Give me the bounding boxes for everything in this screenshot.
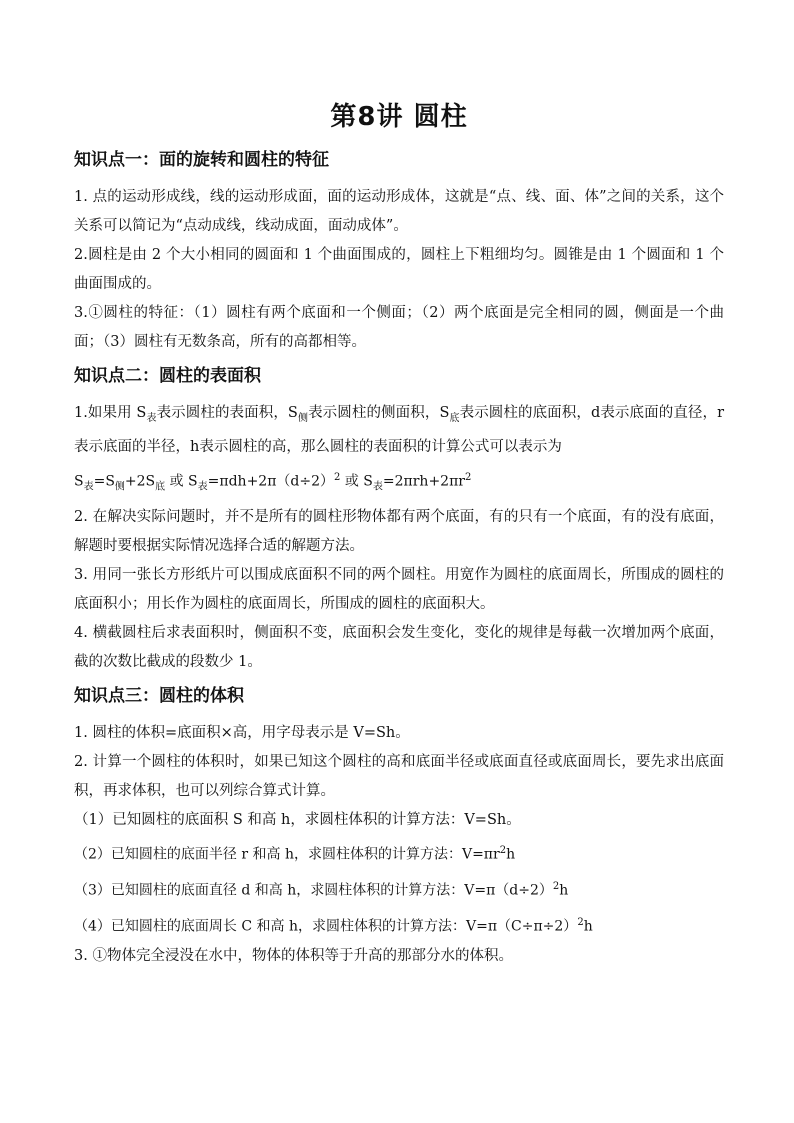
subscript: 侧 <box>114 481 125 493</box>
section-3 <box>74 683 724 971</box>
text: h <box>559 882 569 899</box>
text: （4）已知圆柱的底面周长 C 和高 h，求圆柱体积的计算方法：V=π（C÷π÷2） <box>74 918 578 935</box>
volume-method-3 <box>74 871 724 907</box>
section-3-paragraph-3: 3. ①物体完全浸没在水中，物体的体积等于升高的那部分水的体积。 <box>74 948 513 965</box>
superscript: 2 <box>552 881 560 892</box>
section-3-heading: 知识点三：圆柱的体积 <box>74 686 244 707</box>
text: S <box>74 473 84 490</box>
section-2-paragraph-3: 3. 用同一张长方形纸片可以围成底面积不同的两个圆柱。用宽作为圆柱的底面周长，所围成的圆柱的底面积小；用长作为圆柱的底面周长，所围成的圆柱的底面积大。 <box>74 567 724 613</box>
text: =S <box>93 473 115 490</box>
subscript: 表 <box>146 412 157 424</box>
text: =2πrh+2πr <box>382 473 465 490</box>
text: +2S <box>124 473 156 490</box>
section-1 <box>74 147 724 357</box>
text: 1.如果用 S <box>74 405 147 421</box>
subscript: 表 <box>83 481 94 493</box>
text: h <box>506 847 516 863</box>
text: （3）已知圆柱的底面直径 d 和高 h，求圆柱体积的计算方法：V=π（d÷2） <box>74 882 553 899</box>
subscript: 表 <box>197 481 208 493</box>
subscript: 底 <box>449 412 460 424</box>
section-2 <box>74 363 724 677</box>
text: 表示圆柱的侧面积，S <box>308 405 450 421</box>
section-1-heading: 知识点一：面的旋转和圆柱的特征 <box>74 150 329 170</box>
section-1-paragraph-2: 2.圆柱是由 2 个大小相同的圆面和 1 个曲面围成的，圆柱上下粗细均匀。圆锥是由 1 个圆面和 1 个曲面围成的。 <box>74 247 724 292</box>
subscript: 表 <box>372 481 383 493</box>
volume-method-4 <box>74 907 724 943</box>
text: 或 S <box>165 473 198 490</box>
text: =πdh+2π（d÷2） <box>207 473 335 490</box>
section-2-heading: 知识点二：圆柱的表面积 <box>74 366 261 386</box>
document-page <box>74 96 724 977</box>
text: 表示圆柱的底面积，d表示底面的直径，r表示底面的半径，h表示圆柱的高，那么圆柱的表面积的计算公式可以表示为 <box>74 405 725 455</box>
surface-area-formula <box>74 462 724 503</box>
section-2-paragraph-4: 4. 横截圆柱后求表面积时，侧面积不变，底面积会发生变化，变化的规律是每截一次增加两个底面，截的次数比截成的段数少 1。 <box>74 625 724 671</box>
section-3-paragraph-2: 2. 计算一个圆柱的体积时，如果已知这个圆柱的高和底面半径或底面直径或底面周长，要先求出底面积，再求体积，也可以列综合算式计算。 <box>74 754 724 800</box>
superscript: 2 <box>334 471 341 483</box>
subscript: 侧 <box>297 412 309 424</box>
volume-method-2 <box>74 835 724 871</box>
text: 表示圆柱的表面积，S <box>156 405 298 421</box>
superscript: 2 <box>464 471 472 483</box>
text: （2）已知圆柱的底面半径 r 和高 h，求圆柱体积的计算方法：V=πr <box>74 847 500 863</box>
superscript: 2 <box>499 845 507 857</box>
text: 或 S <box>340 473 373 490</box>
superscript: 2 <box>577 916 584 928</box>
text: h <box>583 918 593 935</box>
section-1-paragraph-3: 3.①圆柱的特征：（1）圆柱有两个底面和一个侧面；（2）两个底面是完全相同的圆，侧面是一个曲面；（3）圆柱有无数条高，所有的高都相等。 <box>74 305 724 350</box>
section-1-paragraph-1: 1. 点的运动形成线，线的运动形成面，面的运动形成体，这就是“点、线、面、体”之间的关系，这个关系可以简记为“点动成线，线动成面，面动成体”。 <box>74 189 724 234</box>
page-title: 第8讲 圆柱 <box>330 102 468 132</box>
section-3-paragraph-1: 1. 圆柱的体积=底面积×高，用字母表示是 V=Sh。 <box>74 725 410 742</box>
subscript: 底 <box>155 481 166 493</box>
section-2-paragraph-1 <box>74 399 724 462</box>
volume-method-1: （1）已知圆柱的底面积 S 和高 h，求圆柱体积的计算方法：V=Sh。 <box>74 812 521 829</box>
section-2-paragraph-2: 2. 在解决实际问题时，并不是所有的圆柱形物体都有两个底面，有的只有一个底面，有的没有底面，解题时要根据实际情况选择合适的解题方法。 <box>74 509 724 555</box>
